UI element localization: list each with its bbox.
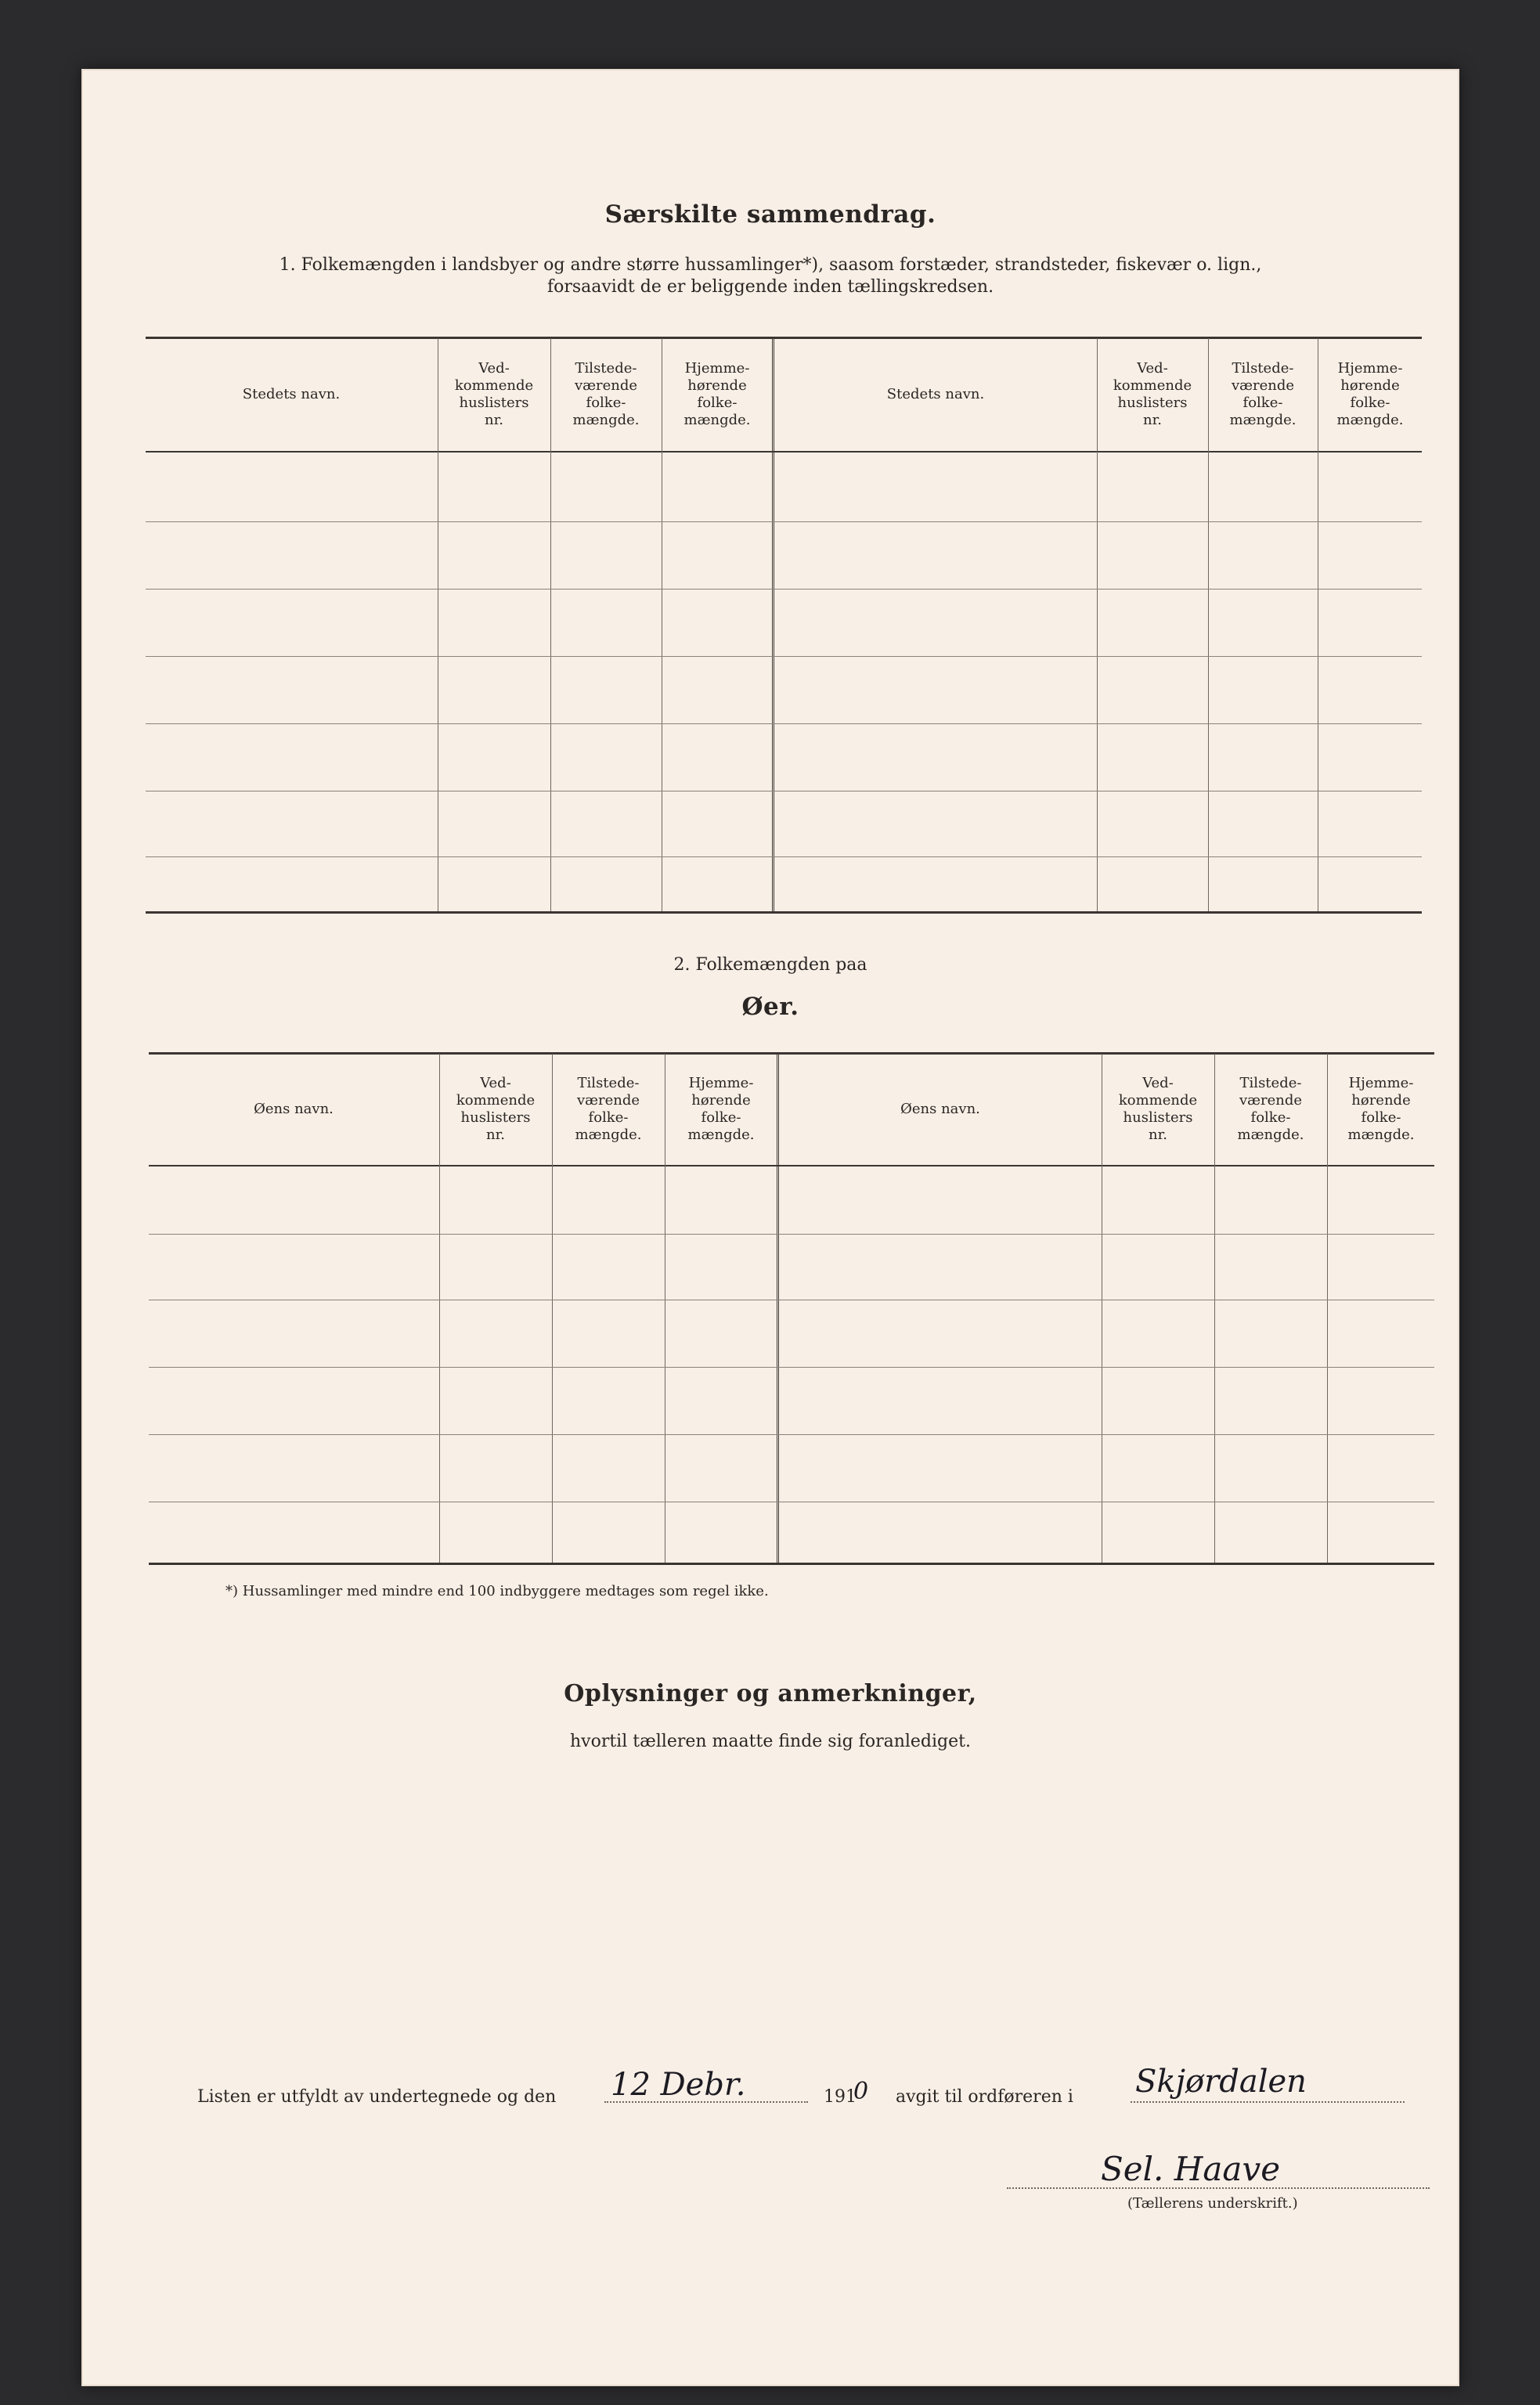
col-place-name-right: Stedets navn.: [886, 386, 985, 402]
section2-heading-line1: 2. Folkemængden paa: [673, 955, 867, 975]
filled-municipality: Skjørdalen: [1135, 2064, 1307, 2100]
col-island-resident-population: Hjemme- hørende folke- mængde.: [687, 1075, 755, 1143]
col-present-population: Tilstede- værende folke- mængde.: [572, 360, 640, 428]
remarks-subtitle: hvortil tælleren maatte finde sig foranlediget.: [569, 1732, 971, 1751]
col-island-name: Øens navn.: [254, 1101, 334, 1117]
section1-heading-line1: 1. Folkemængden i landsbyer og andre større hussamlinger*), saasom forstæder, strandsteder, fiskevær o. lign.,: [279, 255, 1262, 275]
census-form-page: [81, 69, 1459, 2386]
filled-date: 12 Debr.: [611, 2067, 746, 2103]
section1-heading-line2: forsaavidt de er beliggende inden tællingskredsen.: [546, 277, 994, 297]
statement-prefix: Listen er utfyldt av undertegnede og den: [197, 2087, 557, 2107]
col-present-population-right: Tilstede- værende folke- mængde.: [1229, 360, 1297, 428]
col-island-resident-population-right: Hjemme- hørende folke- mængde.: [1347, 1075, 1415, 1143]
col-island-present-population-right: Tilstede- værende folke- mængde.: [1237, 1075, 1304, 1143]
col-resident-population-right: Hjemme- hørende folke- mængde.: [1336, 360, 1404, 428]
enumerator-signature: Sel. Haave: [1101, 2150, 1281, 2188]
col-resident-population: Hjemme- hørende folke- mængde.: [683, 360, 751, 428]
col-island-name-right: Øens navn.: [900, 1101, 980, 1117]
section2-heading-line2: Øer.: [741, 993, 799, 1021]
year-prefix: 191: [824, 2087, 857, 2107]
col-island-household-list-nr-right: Ved- kommende huslisters nr.: [1118, 1075, 1198, 1143]
col-household-list-nr: Ved- kommende huslisters nr.: [454, 360, 534, 428]
col-island-present-population: Tilstede- værende folke- mængde.: [575, 1075, 642, 1143]
statement-middle: avgit til ordføreren i: [896, 2087, 1073, 2107]
footnote: *) Hussamlinger med mindre end 100 indbyggere medtages som regel ikke.: [225, 1583, 769, 1599]
remarks-title: Oplysninger og anmerkninger,: [564, 1680, 977, 1707]
year-suffix: 0: [853, 2078, 869, 2105]
page-title: Særskilte sammendrag.: [604, 200, 936, 229]
col-island-household-list-nr: Ved- kommende huslisters nr.: [456, 1075, 536, 1143]
col-place-name: Stedets navn.: [242, 386, 341, 402]
col-household-list-nr-right: Ved- kommende huslisters nr.: [1113, 360, 1192, 428]
signature-caption: (Tællerens underskrift.): [1127, 2195, 1298, 2212]
